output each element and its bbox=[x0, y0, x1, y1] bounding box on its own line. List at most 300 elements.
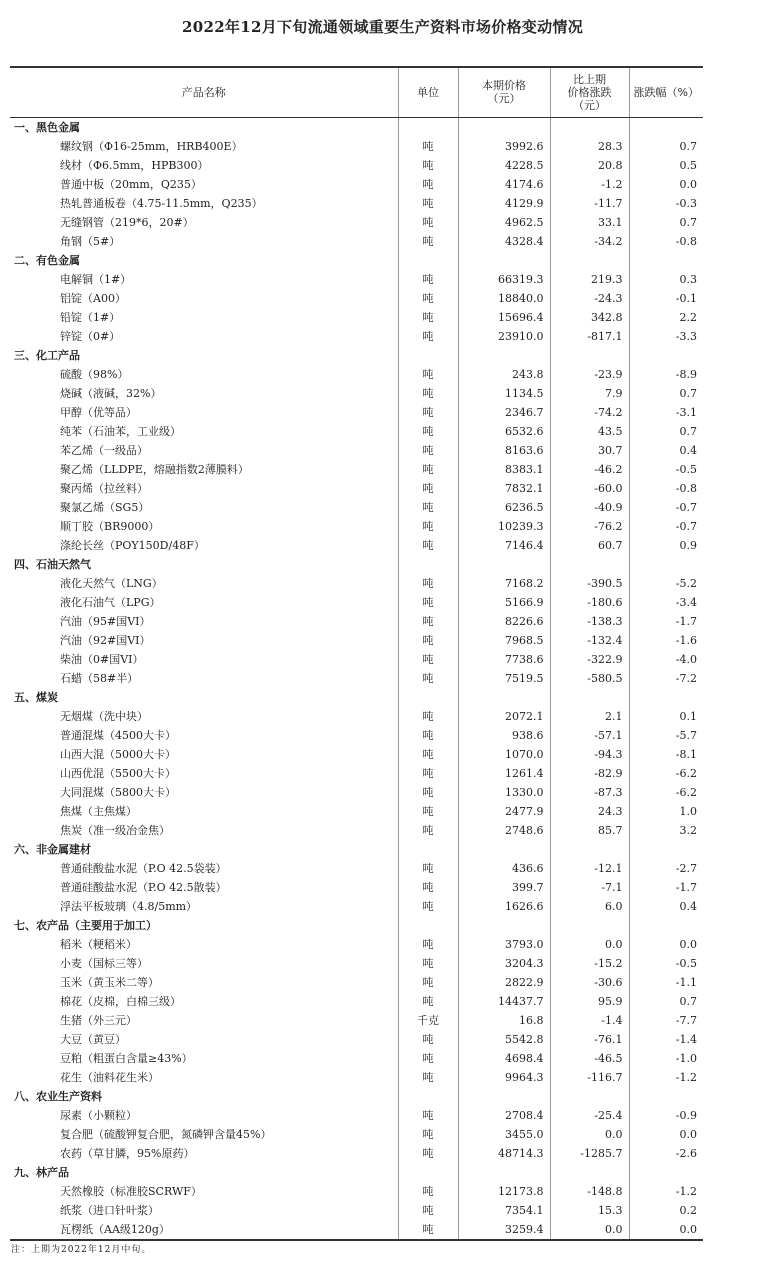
table-row bbox=[10, 289, 703, 308]
section-empty-cell bbox=[550, 840, 629, 859]
change-cell: 30.7 bbox=[550, 441, 629, 460]
unit-cell: 吨 bbox=[398, 1144, 458, 1163]
pct-cell: 0.0 bbox=[629, 935, 703, 954]
change-cell: -817.1 bbox=[550, 327, 629, 346]
pct-cell: -4.0 bbox=[629, 650, 703, 669]
section-empty-cell bbox=[550, 1087, 629, 1106]
table-row bbox=[10, 517, 703, 536]
product-name-cell: 大豆（黄豆） bbox=[60, 1032, 126, 1046]
section-header-row bbox=[10, 251, 703, 270]
section-header-row bbox=[10, 555, 703, 574]
pct-cell: 0.7 bbox=[629, 992, 703, 1011]
price-cell: 7832.1 bbox=[458, 479, 550, 498]
unit-cell: 吨 bbox=[398, 802, 458, 821]
pct-cell: 0.4 bbox=[629, 441, 703, 460]
pct-cell: 0.7 bbox=[629, 422, 703, 441]
section-empty-cell bbox=[398, 840, 458, 859]
section-empty-cell bbox=[398, 555, 458, 574]
pct-cell: -2.6 bbox=[629, 1144, 703, 1163]
change-cell: -94.3 bbox=[550, 745, 629, 764]
unit-cell: 吨 bbox=[398, 194, 458, 213]
product-name-cell: 天然橡胶（标准胶SCRWF） bbox=[60, 1184, 202, 1198]
section-empty-cell bbox=[398, 1087, 458, 1106]
product-name-cell: 顺丁胶（BR9000） bbox=[60, 519, 160, 533]
product-name-cell: 普通硅酸盐水泥（P.O 42.5袋装） bbox=[60, 861, 227, 875]
change-cell: 342.8 bbox=[550, 308, 629, 327]
pct-cell: -1.2 bbox=[629, 1068, 703, 1087]
product-name-cell: 农药（草甘膦，95%原药） bbox=[60, 1146, 195, 1160]
pct-cell: -0.1 bbox=[629, 289, 703, 308]
product-name-cell: 稻米（粳稻米） bbox=[60, 937, 137, 951]
product-name-cell: 苯乙烯（一级品） bbox=[60, 443, 148, 457]
section-empty-cell bbox=[629, 117, 703, 137]
product-name-cell: 普通混煤（4500大卡） bbox=[60, 728, 176, 742]
table-row bbox=[10, 232, 703, 251]
pct-cell: -5.2 bbox=[629, 574, 703, 593]
unit-cell: 吨 bbox=[398, 783, 458, 802]
change-cell: -180.6 bbox=[550, 593, 629, 612]
unit-cell: 吨 bbox=[398, 859, 458, 878]
table-row bbox=[10, 612, 703, 631]
pct-cell: -7.7 bbox=[629, 1011, 703, 1030]
change-cell: -1.4 bbox=[550, 1011, 629, 1030]
table-row bbox=[10, 137, 703, 156]
price-table bbox=[10, 66, 703, 1241]
pct-cell: -0.8 bbox=[629, 479, 703, 498]
pct-cell: -0.3 bbox=[629, 194, 703, 213]
pct-cell: 0.7 bbox=[629, 384, 703, 403]
price-cell: 243.8 bbox=[458, 365, 550, 384]
table-row bbox=[10, 498, 703, 517]
table-header-row bbox=[10, 67, 703, 117]
table-row bbox=[10, 308, 703, 327]
pct-cell: -1.6 bbox=[629, 631, 703, 650]
section-empty-cell bbox=[398, 346, 458, 365]
section-empty-cell bbox=[629, 916, 703, 935]
pct-cell: 0.7 bbox=[629, 213, 703, 232]
section-empty-cell bbox=[550, 251, 629, 270]
header-change: 比上期 价格涨跌 （元） bbox=[550, 67, 629, 117]
change-cell: -24.3 bbox=[550, 289, 629, 308]
change-cell: -132.4 bbox=[550, 631, 629, 650]
price-cell: 16.8 bbox=[458, 1011, 550, 1030]
price-cell: 6532.6 bbox=[458, 422, 550, 441]
unit-cell: 吨 bbox=[398, 327, 458, 346]
change-cell: 0.0 bbox=[550, 1125, 629, 1144]
price-cell: 3259.4 bbox=[458, 1220, 550, 1240]
product-name-cell: 液化石油气（LPG） bbox=[60, 595, 161, 609]
price-cell: 8226.6 bbox=[458, 612, 550, 631]
change-cell: 0.0 bbox=[550, 1220, 629, 1240]
section-header-row bbox=[10, 1087, 703, 1106]
pct-cell: 2.2 bbox=[629, 308, 703, 327]
change-cell: 43.5 bbox=[550, 422, 629, 441]
price-cell: 3793.0 bbox=[458, 935, 550, 954]
product-name-cell: 复合肥（硫酸钾复合肥，氮磷钾含量45%） bbox=[60, 1127, 272, 1141]
table-row bbox=[10, 802, 703, 821]
unit-cell: 吨 bbox=[398, 1220, 458, 1240]
price-cell: 2346.7 bbox=[458, 403, 550, 422]
product-name-cell: 铝锭（A00） bbox=[60, 291, 126, 305]
unit-cell: 吨 bbox=[398, 631, 458, 650]
table-row bbox=[10, 973, 703, 992]
pct-cell: -3.1 bbox=[629, 403, 703, 422]
price-cell: 10239.3 bbox=[458, 517, 550, 536]
unit-cell: 吨 bbox=[398, 213, 458, 232]
price-cell: 12173.8 bbox=[458, 1182, 550, 1201]
price-cell: 4174.6 bbox=[458, 175, 550, 194]
section-empty-cell bbox=[458, 840, 550, 859]
table-row bbox=[10, 897, 703, 916]
pct-cell: 0.4 bbox=[629, 897, 703, 916]
section-title: 二、有色金属 bbox=[14, 253, 80, 267]
section-empty-cell bbox=[550, 1163, 629, 1182]
product-name-cell: 山西大混（5000大卡） bbox=[60, 747, 176, 761]
change-cell: 15.3 bbox=[550, 1201, 629, 1220]
change-cell: -46.5 bbox=[550, 1049, 629, 1068]
pct-cell: -1.2 bbox=[629, 1182, 703, 1201]
pct-cell: 0.5 bbox=[629, 156, 703, 175]
unit-cell: 吨 bbox=[398, 308, 458, 327]
product-name-cell: 聚丙烯（拉丝料） bbox=[60, 481, 148, 495]
unit-cell: 吨 bbox=[398, 498, 458, 517]
change-cell: -116.7 bbox=[550, 1068, 629, 1087]
table-row bbox=[10, 384, 703, 403]
table-row bbox=[10, 156, 703, 175]
change-cell: 20.8 bbox=[550, 156, 629, 175]
section-empty-cell bbox=[398, 251, 458, 270]
pct-cell: 0.2 bbox=[629, 1201, 703, 1220]
pct-cell: -0.8 bbox=[629, 232, 703, 251]
pct-cell: 0.1 bbox=[629, 707, 703, 726]
product-name-cell: 无缝钢管（219*6，20#） bbox=[60, 215, 194, 229]
change-cell: -76.2 bbox=[550, 517, 629, 536]
price-cell: 1261.4 bbox=[458, 764, 550, 783]
section-title: 七、农产品（主要用于加工） bbox=[14, 918, 157, 932]
unit-cell: 吨 bbox=[398, 1049, 458, 1068]
pct-cell: -8.1 bbox=[629, 745, 703, 764]
unit-cell: 吨 bbox=[398, 935, 458, 954]
product-name-cell: 豆粕（粗蛋白含量≥43%） bbox=[60, 1051, 193, 1065]
section-empty-cell bbox=[458, 916, 550, 935]
price-cell: 3992.6 bbox=[458, 137, 550, 156]
table-row bbox=[10, 1011, 703, 1030]
table-row bbox=[10, 1049, 703, 1068]
product-name-cell: 烧碱（液碱，32%） bbox=[60, 386, 162, 400]
product-name-cell: 汽油（92#国VI） bbox=[60, 633, 151, 647]
unit-cell: 吨 bbox=[398, 992, 458, 1011]
product-name-cell: 浮法平板玻璃（4.8/5mm） bbox=[60, 899, 198, 913]
price-cell: 7968.5 bbox=[458, 631, 550, 650]
footnote: 注：上期为2022年12月中旬。 bbox=[11, 1245, 152, 1255]
price-cell: 399.7 bbox=[458, 878, 550, 897]
table-row bbox=[10, 631, 703, 650]
price-cell: 2072.1 bbox=[458, 707, 550, 726]
section-title: 六、非金属建材 bbox=[14, 842, 91, 856]
pct-cell: -0.5 bbox=[629, 460, 703, 479]
change-cell: -11.7 bbox=[550, 194, 629, 213]
product-name-cell: 甲醇（优等品） bbox=[60, 405, 137, 419]
price-cell: 5542.8 bbox=[458, 1030, 550, 1049]
section-empty-cell bbox=[550, 117, 629, 137]
price-cell: 7738.6 bbox=[458, 650, 550, 669]
unit-cell: 吨 bbox=[398, 726, 458, 745]
table-row bbox=[10, 194, 703, 213]
pct-cell: -7.2 bbox=[629, 669, 703, 688]
table-row bbox=[10, 726, 703, 745]
section-header-row bbox=[10, 688, 703, 707]
product-name-cell: 热轧普通板卷（4.75-11.5mm，Q235） bbox=[60, 196, 263, 210]
product-name-cell: 纯苯（石油苯，工业级） bbox=[60, 424, 181, 438]
change-cell: -87.3 bbox=[550, 783, 629, 802]
pct-cell: -1.4 bbox=[629, 1030, 703, 1049]
table-row bbox=[10, 574, 703, 593]
product-name-cell: 焦煤（主焦煤） bbox=[60, 804, 137, 818]
product-name-cell: 普通硅酸盐水泥（P.O 42.5散装） bbox=[60, 880, 227, 894]
table-row bbox=[10, 403, 703, 422]
table-row bbox=[10, 441, 703, 460]
price-cell: 7519.5 bbox=[458, 669, 550, 688]
product-name-cell: 焦炭（准一级冶金焦） bbox=[60, 823, 170, 837]
product-name-cell: 棉花（皮棉，白棉三级） bbox=[60, 994, 181, 1008]
unit-cell: 吨 bbox=[398, 1030, 458, 1049]
section-empty-cell bbox=[458, 555, 550, 574]
table-body bbox=[10, 117, 703, 1240]
table-row bbox=[10, 992, 703, 1011]
table-row bbox=[10, 1030, 703, 1049]
product-name-cell: 聚氯乙烯（SG5） bbox=[60, 500, 150, 514]
price-cell: 3204.3 bbox=[458, 954, 550, 973]
pct-cell: -1.0 bbox=[629, 1049, 703, 1068]
pct-cell: -8.9 bbox=[629, 365, 703, 384]
price-cell: 5166.9 bbox=[458, 593, 550, 612]
section-empty-cell bbox=[398, 1163, 458, 1182]
pct-cell: 3.2 bbox=[629, 821, 703, 840]
unit-cell: 吨 bbox=[398, 270, 458, 289]
pct-cell: 0.7 bbox=[629, 137, 703, 156]
section-empty-cell bbox=[629, 840, 703, 859]
change-cell: 219.3 bbox=[550, 270, 629, 289]
section-title: 一、黑色金属 bbox=[14, 120, 80, 134]
product-name-cell: 生猪（外三元） bbox=[60, 1013, 137, 1027]
product-name-cell: 螺纹钢（Φ16-25mm，HRB400E） bbox=[60, 139, 243, 153]
unit-cell: 吨 bbox=[398, 232, 458, 251]
section-header-row bbox=[10, 1163, 703, 1182]
table-row bbox=[10, 365, 703, 384]
price-cell: 7168.2 bbox=[458, 574, 550, 593]
table-row bbox=[10, 878, 703, 897]
pct-cell: 0.0 bbox=[629, 1220, 703, 1240]
section-header-row bbox=[10, 346, 703, 365]
change-cell: 60.7 bbox=[550, 536, 629, 555]
change-cell: -46.2 bbox=[550, 460, 629, 479]
unit-cell: 吨 bbox=[398, 764, 458, 783]
section-title: 九、林产品 bbox=[14, 1165, 69, 1179]
table-row bbox=[10, 327, 703, 346]
price-cell: 8383.1 bbox=[458, 460, 550, 479]
change-cell: -40.9 bbox=[550, 498, 629, 517]
product-name-cell: 石蜡（58#半） bbox=[60, 671, 139, 685]
change-cell: 2.1 bbox=[550, 707, 629, 726]
section-empty-cell bbox=[629, 251, 703, 270]
table-row bbox=[10, 270, 703, 289]
pct-cell: -3.3 bbox=[629, 327, 703, 346]
price-cell: 4328.4 bbox=[458, 232, 550, 251]
product-name-cell: 汽油（95#国VI） bbox=[60, 614, 151, 628]
section-empty-cell bbox=[458, 251, 550, 270]
table-row bbox=[10, 954, 703, 973]
price-cell: 938.6 bbox=[458, 726, 550, 745]
product-name-cell: 硫酸（98%） bbox=[60, 367, 129, 381]
product-name-cell: 液化天然气（LNG） bbox=[60, 576, 163, 590]
unit-cell: 吨 bbox=[398, 517, 458, 536]
change-cell: -390.5 bbox=[550, 574, 629, 593]
section-title: 五、煤炭 bbox=[14, 690, 58, 704]
price-cell: 2748.6 bbox=[458, 821, 550, 840]
change-cell: -1.2 bbox=[550, 175, 629, 194]
price-cell: 4698.4 bbox=[458, 1049, 550, 1068]
change-cell: -30.6 bbox=[550, 973, 629, 992]
pct-cell: 0.9 bbox=[629, 536, 703, 555]
unit-cell: 吨 bbox=[398, 745, 458, 764]
table-row bbox=[10, 422, 703, 441]
pct-cell: -3.4 bbox=[629, 593, 703, 612]
change-cell: -148.8 bbox=[550, 1182, 629, 1201]
table-row bbox=[10, 479, 703, 498]
change-cell: -7.1 bbox=[550, 878, 629, 897]
page-title: 2022年12月下旬流通领域重要生产资料市场价格变动情况 bbox=[181, 18, 584, 36]
section-header-row bbox=[10, 916, 703, 935]
unit-cell: 吨 bbox=[398, 384, 458, 403]
section-title: 三、化工产品 bbox=[14, 348, 80, 362]
price-cell: 6236.5 bbox=[458, 498, 550, 517]
table-row bbox=[10, 1106, 703, 1125]
header-unit: 单位 bbox=[398, 67, 458, 117]
pct-cell: 0.0 bbox=[629, 175, 703, 194]
unit-cell: 吨 bbox=[398, 175, 458, 194]
unit-cell: 吨 bbox=[398, 137, 458, 156]
section-empty-cell bbox=[629, 555, 703, 574]
table-row bbox=[10, 1068, 703, 1087]
section-empty-cell bbox=[458, 688, 550, 707]
price-cell: 8163.6 bbox=[458, 441, 550, 460]
pct-cell: -6.2 bbox=[629, 764, 703, 783]
change-cell: -1285.7 bbox=[550, 1144, 629, 1163]
price-cell: 1134.5 bbox=[458, 384, 550, 403]
section-empty-cell bbox=[629, 1087, 703, 1106]
change-cell: 95.9 bbox=[550, 992, 629, 1011]
pct-cell: 1.0 bbox=[629, 802, 703, 821]
unit-cell: 吨 bbox=[398, 479, 458, 498]
pct-cell: -0.9 bbox=[629, 1106, 703, 1125]
product-name-cell: 无烟煤（洗中块） bbox=[60, 709, 148, 723]
change-cell: -76.1 bbox=[550, 1030, 629, 1049]
section-empty-cell bbox=[458, 1163, 550, 1182]
change-cell: 85.7 bbox=[550, 821, 629, 840]
section-title: 四、石油天然气 bbox=[14, 557, 91, 571]
section-empty-cell bbox=[629, 346, 703, 365]
change-cell: -580.5 bbox=[550, 669, 629, 688]
price-cell: 1626.6 bbox=[458, 897, 550, 916]
price-cell: 14437.7 bbox=[458, 992, 550, 1011]
price-cell: 7354.1 bbox=[458, 1201, 550, 1220]
price-cell: 1070.0 bbox=[458, 745, 550, 764]
product-name-cell: 涤纶长丝（POY150D/48F） bbox=[60, 538, 205, 552]
unit-cell: 吨 bbox=[398, 289, 458, 308]
price-cell: 436.6 bbox=[458, 859, 550, 878]
change-cell: -57.1 bbox=[550, 726, 629, 745]
section-empty-cell bbox=[458, 1087, 550, 1106]
unit-cell: 吨 bbox=[398, 973, 458, 992]
table-row bbox=[10, 1125, 703, 1144]
table-row bbox=[10, 213, 703, 232]
section-empty-cell bbox=[629, 688, 703, 707]
table-row bbox=[10, 593, 703, 612]
unit-cell: 吨 bbox=[398, 1201, 458, 1220]
change-cell: -60.0 bbox=[550, 479, 629, 498]
section-empty-cell bbox=[398, 117, 458, 137]
table-row bbox=[10, 745, 703, 764]
section-empty-cell bbox=[550, 688, 629, 707]
unit-cell: 吨 bbox=[398, 1182, 458, 1201]
product-name-cell: 瓦楞纸（AA级120g） bbox=[60, 1222, 170, 1236]
price-cell: 2822.9 bbox=[458, 973, 550, 992]
unit-cell: 吨 bbox=[398, 612, 458, 631]
table-row bbox=[10, 460, 703, 479]
product-name-cell: 纸浆（进口针叶浆） bbox=[60, 1203, 159, 1217]
change-cell: 24.3 bbox=[550, 802, 629, 821]
unit-cell: 吨 bbox=[398, 441, 458, 460]
header-price: 本期价格 （元） bbox=[458, 67, 550, 117]
product-name-cell: 花生（油料花生米） bbox=[60, 1070, 159, 1084]
price-cell: 23910.0 bbox=[458, 327, 550, 346]
product-name-cell: 小麦（国标三等） bbox=[60, 956, 148, 970]
section-empty-cell bbox=[458, 117, 550, 137]
product-name-cell: 聚乙烯（LLDPE，熔融指数2薄膜料） bbox=[60, 462, 249, 476]
header-name: 产品名称 bbox=[10, 67, 398, 117]
change-cell: -25.4 bbox=[550, 1106, 629, 1125]
price-cell: 4962.5 bbox=[458, 213, 550, 232]
change-cell: -23.9 bbox=[550, 365, 629, 384]
section-empty-cell bbox=[550, 346, 629, 365]
unit-cell: 千克 bbox=[398, 1011, 458, 1030]
section-empty-cell bbox=[398, 688, 458, 707]
change-cell: 6.0 bbox=[550, 897, 629, 916]
product-name-cell: 电解铜（1#） bbox=[60, 272, 132, 286]
change-cell: -138.3 bbox=[550, 612, 629, 631]
unit-cell: 吨 bbox=[398, 669, 458, 688]
pct-cell: 0.3 bbox=[629, 270, 703, 289]
product-name-cell: 大同混煤（5800大卡） bbox=[60, 785, 176, 799]
pct-cell: -1.7 bbox=[629, 612, 703, 631]
change-cell: 7.9 bbox=[550, 384, 629, 403]
section-empty-cell bbox=[629, 1163, 703, 1182]
product-name-cell: 柴油（0#国VI） bbox=[60, 652, 144, 666]
table-row bbox=[10, 669, 703, 688]
table-row bbox=[10, 935, 703, 954]
pct-cell: 0.0 bbox=[629, 1125, 703, 1144]
price-cell: 66319.3 bbox=[458, 270, 550, 289]
table-row bbox=[10, 707, 703, 726]
section-empty-cell bbox=[398, 916, 458, 935]
unit-cell: 吨 bbox=[398, 460, 458, 479]
change-cell: -15.2 bbox=[550, 954, 629, 973]
price-cell: 18840.0 bbox=[458, 289, 550, 308]
price-cell: 3455.0 bbox=[458, 1125, 550, 1144]
unit-cell: 吨 bbox=[398, 422, 458, 441]
price-cell: 1330.0 bbox=[458, 783, 550, 802]
unit-cell: 吨 bbox=[398, 593, 458, 612]
